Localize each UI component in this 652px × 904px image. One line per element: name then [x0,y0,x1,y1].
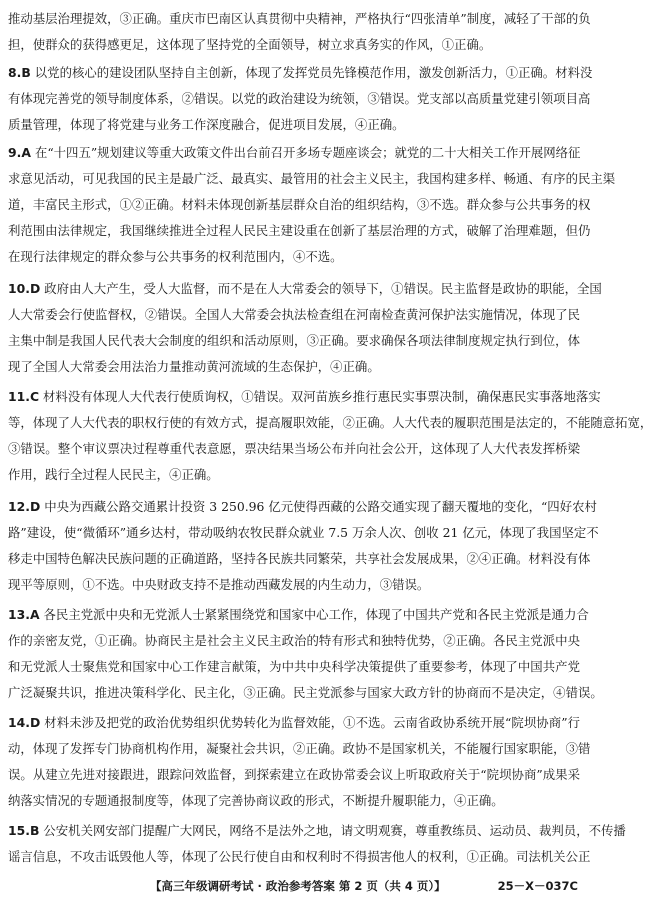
text-line: 现平等原则，①不选。中央财政支持不是推动西藏发展的内生动力，③错误。 [8,577,430,592]
question-number: 13.A [8,607,40,622]
question-number: 9.A [8,145,31,160]
text-line: 纳落实情况的专题通报制度等，体现了完善协商议政的形式，不断提升履职能力，④正确。 [8,793,504,808]
text-line: 和无党派人士聚焦党和国家中心工作建言献策，为中共中央科学决策提供了重要参考，体现了中国共产党 [8,659,580,674]
text-line: 质量管理，体现了将党建与业务工作深度融合，促进项目发展，④正确。 [8,117,405,132]
question-number: 10.D [8,281,41,296]
footer-title: 【高三年级调研考试 · 政治参考答案 第 2 页（共 4 页）】 [150,879,446,893]
question-number: 12.D [8,499,41,514]
text-line: 担，使群众的获得感更足，这体现了坚持党的全面领导，树立求真务实的作风，①正确。 [8,37,492,52]
text-line: 作的亲密友党，①正确。协商民主是社会主义民主政治的特有形式和独特优势，②正确。各民主党派中央 [8,633,580,648]
answer-item-12 [8,494,599,598]
answer-item-10 [8,276,602,380]
answer-item-14 [8,710,591,814]
text-line: 求意见活动，可见我国的民主是最广泛、最真实、最管用的社会主义民主，我国构建多样、畅通、有序的民主渠 [8,171,616,186]
text-line: 现了全国人大常委会用法治力量推动黄河流域的生态保护，④正确。 [8,359,380,374]
text-line: 14.D 材料未涉及把党的政治优势组织优势转化为监督效能，①不选。云南省政协系统开展“院坝协商”行 [8,715,580,730]
text-line: 动，体现了发挥专门协商机构作用，凝聚社会共识，②正确。政协不是国家机关，不能履行国家职能，③错 [8,741,591,756]
text-line: ③错误。整个审议票决过程尊重代表意愿，票决结果当场公布并向社会公开，这体现了人大代表发挥桥梁 [8,441,580,456]
text-line: 广泛凝聚共识，推进决策科学化、民主化，③正确。民主党派参与国家大政方针的协商而不是决定，④错误。 [8,685,603,700]
text-line: 作用，践行全过程人民民主，④正确。 [8,467,219,482]
text-line: 11.C 材料没有体现人大代表行使质询权，①错误。双河苗族乡推行惠民实事票决制，确保惠民实事落地落实 [8,389,601,404]
question-number: 8.B [8,65,31,80]
answer-item-11 [8,384,652,488]
text-line: 道，丰富民主形式，①②正确。材料未体现创新基层群众自治的组织结构，③不选。群众参与公共事务的权 [8,197,591,212]
question-number: 15.B [8,823,40,838]
question-number: 14.D [8,715,41,730]
text-line: 15.B 公安机关网安部门提醒广大网民，网络不是法外之地，请文明观赛，尊重教练员、运动员、裁判员，不传播 [8,823,626,838]
text-line: 路”建设，使“微循环”通乡达村，带动吸纳农牧民群众就业 7.5 万余人次、创收 21 亿元，体现了我国坚定不 [8,525,599,540]
text-line: 9.A 在“十四五”规划建议等重大政策文件出台前召开多场专题座谈会；就党的二十大相关工作开展网络征 [8,145,581,160]
text-line: 人大常委会行使监督权，②错误。全国人大常委会执法检查组在河南检查黄河保护法实施情况，体现了民 [8,307,580,322]
text-line: 10.D 政府由人大产生，受人大监督，而不是在人大常委会的领导下，①错误。民主监督是政协的职能，全国 [8,281,602,296]
text-line: 移走中国特色解决民族问题的正确道路，坚持各民族共同繁荣，共享社会发展成果，②④正确。材料没有体 [8,551,591,566]
text-line: 推动基层治理提效，③正确。重庆市巴南区认真贯彻中央精神，严格执行“四张清单”制度，减轻了干部的负 [8,11,591,26]
answer-item-8 [8,60,593,138]
text-line: 谣言信息，不攻击诋毁他人等，体现了公民行使自由和权利时不得损害他人的权利，①正确。司法机关公正 [8,849,591,864]
text-line: 12.D 中央为西藏公路交通累计投资 3 250.96 亿元使得西藏的公路交通实现了翻天覆地的变化，“四好农村 [8,499,597,514]
text-line: 有体现完善党的领导制度体系，②错误。以党的政治建设为统领，③错误。党支部以高质量党建引领项目高 [8,91,591,106]
continued-paragraph [8,6,591,58]
text-line: 13.A 各民主党派中央和无党派人士紧紧围绕党和国家中心工作，体现了中国共产党和各民主党派是通力合 [8,607,589,622]
exam-code: 25－X－037C [497,879,578,893]
answer-item-13 [8,602,603,706]
text-line: 误。从建立先进对接跟进，跟踪问效监督，到探索建立在政协常委会议上听取政府关于“院坝协商”成果采 [8,767,580,782]
answer-item-15 [8,818,626,870]
text-line: 主集中制是我国人民代表大会制度的组织和活动原则，③正确。要求确保各项法律制度规定执行到位，体 [8,333,580,348]
text-line: 8.B 以党的核心的建设团队坚持自主创新，体现了发挥党员先锋模范作用，激发创新活力，①正确。材料没 [8,65,593,80]
answer-item-9 [8,140,616,270]
text-line: 利范围由法律规定，我国继续推进全过程人民民主建设重在创新了基层治理的方式，破解了治理难题，但仍 [8,223,591,238]
text-line: 在现行法律规定的群众参与公共事务的权利范围内，④不选。 [8,249,343,264]
page-footer [0,876,592,898]
question-number: 11.C [8,389,40,404]
text-line: 等，体现了人大代表的职权行使的有效方式，提高履职效能，②正确。人大代表的履职范围是法定的，不能随意拓宽， [8,415,652,430]
